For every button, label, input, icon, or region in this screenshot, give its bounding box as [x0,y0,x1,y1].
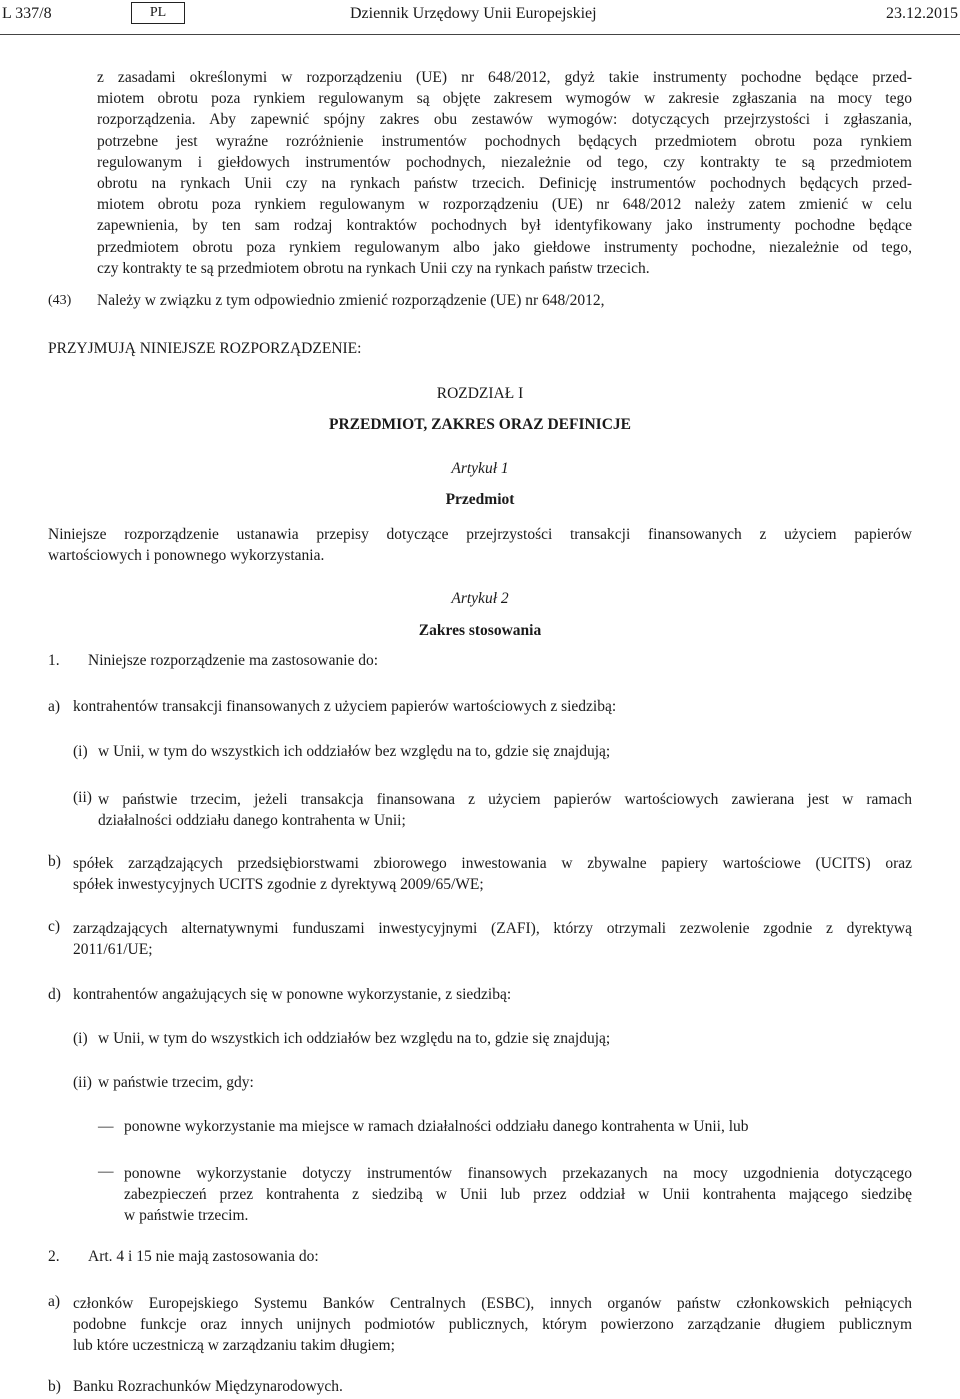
point-text [73,853,912,895]
article-1-body [48,524,912,566]
header-rule [0,34,960,35]
paragraph-text: Art. 4 i 15 nie mają zastosowania do: [88,1248,319,1265]
text-line: z zasadami określonymi w rozporządzeniu (UE) nr 648/2012, gdyż takie instrumenty pochodne będące przed- [97,69,912,86]
text-line: miotem obrotu poza rynkiem regulowanym w rozporządzeniu (UE) nr 648/2012 należy zatem zmienić w celu [97,196,912,214]
text-line: ponowne wykorzystanie dotyczy instrumentów finansowych przekazanych na mocy uzgodnienia dotyczącego [124,1165,912,1182]
point-text [73,1293,912,1357]
text-line: zabezpieczeń przez kontrahenta z siedzibą w Unii lub przez oddział w Unii kontrahenta mającego siedzibę [124,1186,912,1204]
article-1-title: Przedmiot [445,491,515,508]
point-label: d) [48,986,61,1003]
text-line: członków Europejskiego Systemu Banków Centralnych (ESBC), innych organów państw członkowskich pełniących [73,1295,912,1312]
subpoint-text: w Unii, w tym do wszystkich ich oddziałów bez względu na to, gdzie się znajdują; [98,743,611,760]
point-text: Banku Rozrachunków Międzynarodowych. [73,1378,343,1395]
point-label: b) [48,1378,61,1395]
text-line: miotem obrotu poza rynkiem regulowanym są objęte zakresem wymogów w zakresie zgłaszania na mocy tego [97,90,912,108]
text-line: 2011/61/UE; [73,941,153,959]
text-line: działalności oddziału danego kontrahenta w Unii; [98,812,406,830]
subpoint-label: (i) [73,743,88,760]
text-line: spółek inwestycyjnych UCITS zgodnie z dyrektywą 2009/65/WE; [73,876,484,894]
text-line: czy kontrakty te są przedmiotem obrotu na rynkach Unii czy na rynkach państw trzecich. [97,259,650,277]
point-label: c) [48,918,61,935]
publication-date: 23.12.2015 [886,5,958,22]
page-reference: L 337/8 [2,5,52,22]
recital-number: (43) [48,293,72,308]
text-line: Niniejsze rozporządzenie ustanawia przepisy dotyczące przejrzystości transakcji finansowanych z użyciem papierów [48,526,912,543]
indent-text [124,1163,912,1227]
article-2-label: Artykuł 2 [451,590,509,607]
article-1-label: Artykuł 1 [451,460,509,477]
subpoint-label: (ii) [73,789,92,806]
language-badge: PL [131,2,185,24]
text-line: spółek zarządzających przedsiębiorstwami zbiorowego inwestowania w zbywalne papiery wartościowe (UCITS) oraz [73,855,912,872]
text-line: regulowanym i giełdowych instrumentów pochodnych, niezależnie od tego, czy kontrakty te są przedmiotem [97,153,912,171]
subpoint-text: w państwie trzecim, gdy: [98,1074,254,1091]
subpoint-text [98,789,912,831]
point-text: kontrahentów angażujących się w ponowne wykorzystanie, z siedzibą: [73,986,512,1003]
text-line: zarządzających alternatywnymi funduszami inwestycyjnymi (ZAFI), którzy otrzymali zezwolenie zgodnie z dyrektywą [73,920,912,937]
point-label: a) [48,698,61,715]
subpoint-text: w Unii, w tym do wszystkich ich oddziałów bez względu na to, gdzie się znajdują; [98,1030,611,1047]
text-line: potrzebne jest wyraźne rozróżnienie instrumentów pochodnych będących przedmiotem obrotu poza rynkiem [97,132,912,150]
text-line: podobne funkcje oraz innych unijnych podmiotów publicznych, którym powierzono zarządzanie długiem publicznym [73,1316,912,1334]
point-text [73,918,912,960]
subpoint-label: (i) [73,1030,88,1047]
text-line: rozporządzenia. Aby zapewnić spójny zakres obu zestawów wymogów: dotyczących przejrzystości i zgłaszania, [97,111,912,129]
recital-continuation [97,67,912,279]
point-text: kontrahentów transakcji finansowanych z użyciem papierów wartościowych z siedzibą: [73,698,617,715]
dash-marker: — [98,1118,114,1135]
text-line: w państwie trzecim, jeżeli transakcja finansowana z użyciem papierów wartościowych zawierana jest w ramach [98,791,912,808]
recital-text: Należy w związku z tym odpowiednio zmienić rozporządzenie (UE) nr 648/2012, [97,292,605,309]
text-line: w państwie trzecim. [124,1207,249,1225]
subpoint-label: (ii) [73,1074,92,1091]
paragraph-number: 2. [48,1248,60,1265]
text-line: lub które uczestniczą w zarządzaniu takim długiem; [73,1337,395,1355]
journal-title: Dziennik Urzędowy Unii Europejskiej [350,5,597,22]
chapter-label: ROZDZIAŁ I [436,385,524,402]
article-2-title: Zakres stosowania [418,622,542,639]
text-line: wartościowych i ponownego wykorzystania. [48,547,325,565]
point-label: a) [48,1293,61,1310]
paragraph-number: 1. [48,652,60,669]
indent-text: ponowne wykorzystanie ma miejsce w ramach działalności oddziału danego kontrahenta w Unii, lub [124,1118,749,1135]
journal-header [0,2,960,30]
text-line: zapewnienia, by ten sam rodzaj kontraktów pochodnych był identyfikowany jako instrumenty pochodne będące [97,217,912,235]
text-line: obrotu na rynkach Unii czy na rynkach państw trzecich. Definicję instrumentów pochodnych będących przed- [97,175,912,193]
chapter-title: PRZEDMIOT, ZAKRES ORAZ DEFINICJE [328,416,631,433]
point-label: b) [48,853,61,870]
adoption-formula: PRZYJMUJĄ NINIEJSZE ROZPORZĄDZENIE: [48,340,362,357]
paragraph-text: Niniejsze rozporządzenie ma zastosowanie do: [88,652,379,669]
dash-marker: — [98,1163,114,1180]
text-line: przedmiotem obrotu poza rynkiem regulowanym albo jako giełdowe instrumenty pochodne, niezależnie od tego, [97,238,912,256]
